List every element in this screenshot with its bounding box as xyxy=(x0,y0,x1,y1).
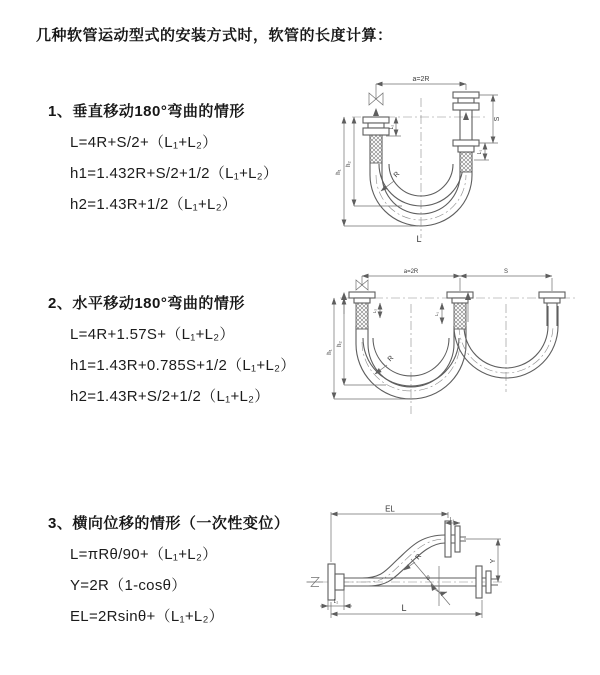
diagram-vertical-180-bend xyxy=(316,72,581,244)
movement-arrow-icon xyxy=(463,112,469,120)
dim-label-l1: L₁ xyxy=(434,311,439,317)
valve-icon xyxy=(369,90,383,105)
movement-arrow-icon xyxy=(373,108,379,116)
formula-el: EL=2Rsinθ+（L₁+L₂） xyxy=(70,608,224,625)
dim-label-l2: L₂ xyxy=(372,308,377,314)
hose-fitting-right-moved xyxy=(544,298,560,303)
dim-label-h2: h₂ xyxy=(337,341,343,347)
hose-fitting-right-original xyxy=(458,146,474,152)
flange-right-moved xyxy=(455,526,460,552)
braided-hose-section xyxy=(356,303,368,329)
formula-length: L=πRθ/90+（L₁+L₂） xyxy=(70,546,218,563)
hose-fitting-left xyxy=(363,128,389,135)
diagram-horizontal-180-bend xyxy=(320,266,592,416)
dim-label-a2r: a=2R xyxy=(403,269,419,275)
dim-label-l2: L₂ xyxy=(333,599,339,605)
radius-label: R xyxy=(414,552,424,562)
hose-fitting-right-moved xyxy=(453,103,479,110)
formula-h2: h2=1.43R+1/2（L₁+L₂） xyxy=(70,196,238,213)
formula-y: Y=2R（1-cosθ） xyxy=(70,577,187,594)
dim-label-el: EL xyxy=(385,504,395,514)
braided-hose-section xyxy=(454,303,466,329)
dim-label-s: S xyxy=(494,116,501,122)
flange-left xyxy=(335,574,344,590)
centerline-mark-icon xyxy=(307,578,323,587)
section1-heading: 1、垂直移动180°弯曲的情形 xyxy=(48,103,245,120)
section3-heading: 3、横向位移的情形（一次性变位） xyxy=(48,515,290,532)
dim-label-l1: L₁ xyxy=(477,149,483,155)
dim-label-a2r: a=2R xyxy=(412,76,430,83)
page-title: 几种软管运动型式的安装方式时，软管的长度计算： xyxy=(36,27,393,44)
dim-label-h1: h₁ xyxy=(336,169,342,175)
formula-h2: h2=1.43R+S/2+1/2（L₁+L₂） xyxy=(70,388,270,405)
dim-label-l: L xyxy=(401,603,407,613)
flange-right-original xyxy=(486,571,491,593)
braided-hose-section xyxy=(370,135,382,163)
hose-centerline xyxy=(344,539,445,582)
section-vertical-movement xyxy=(48,102,278,214)
section-lateral-displacement xyxy=(48,514,289,626)
section-horizontal-movement xyxy=(48,294,296,406)
hose-fitting-left xyxy=(354,298,370,303)
braided-hose-section xyxy=(460,150,472,172)
section2-heading: 2、水平移动180°弯曲的情形 xyxy=(48,295,245,312)
radius-label: R xyxy=(392,170,402,180)
dim-label-h1: h₁ xyxy=(327,349,333,355)
diagram-lateral-displacement xyxy=(298,502,598,642)
valve-icon xyxy=(356,280,368,290)
hose-centerline xyxy=(362,342,460,391)
radius-label: R xyxy=(386,354,396,364)
angle-label: θ xyxy=(426,576,430,582)
dim-label-h2: h₂ xyxy=(346,161,352,167)
formula-h1: h1=1.432R+S/2+1/2（L₁+L₂） xyxy=(70,165,279,182)
length-label: L xyxy=(416,234,422,244)
dim-label-l2: L₂ xyxy=(389,124,395,130)
formula-length: L=4R+S/2+（L₁+L₂） xyxy=(70,134,218,151)
dim-label-s: S xyxy=(503,269,509,275)
formula-length: L=4R+1.57S+（L₁+L₂） xyxy=(70,326,235,343)
dim-label-l1: L₁ xyxy=(449,517,455,523)
formula-h1: h1=1.43R+0.785S+1/2（L₁+L₂） xyxy=(70,357,296,374)
dim-label-y: Y xyxy=(490,558,497,564)
